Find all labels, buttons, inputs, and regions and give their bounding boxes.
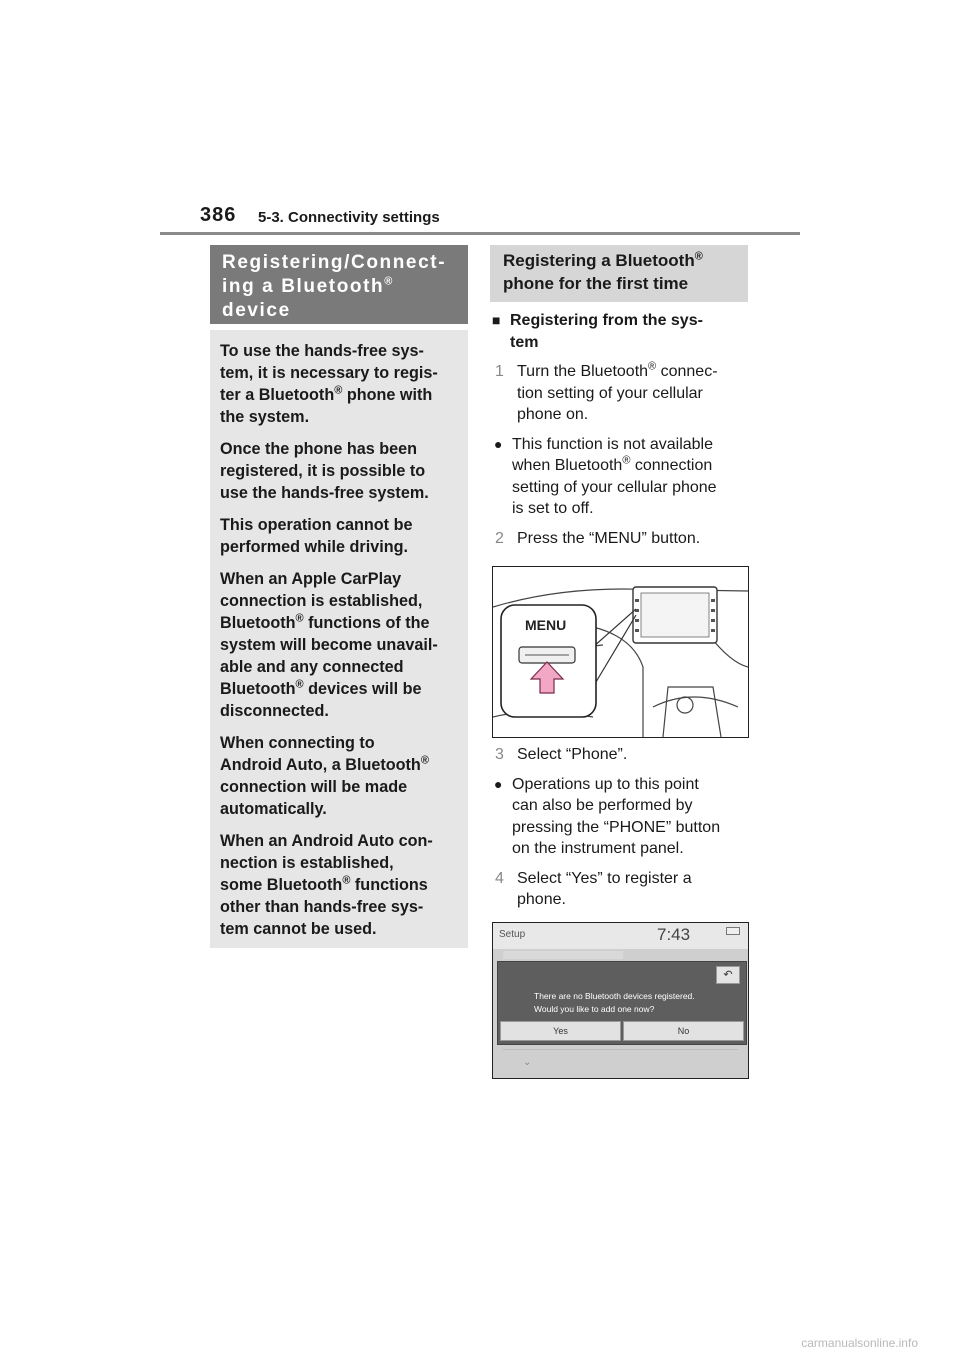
menu-label: MENU (525, 617, 567, 633)
left-section-heading: Registering/Connect- ing a Bluetooth® device (210, 245, 468, 324)
step-4: 4 Select “Yes” to register a phone. (495, 869, 692, 908)
instructions-bottom (492, 744, 750, 911)
back-icon[interactable]: ↶ (716, 966, 740, 984)
yes-button[interactable]: Yes (500, 1021, 621, 1041)
step-2: 2 Press the “MENU” button. (495, 529, 701, 547)
screen-clock: 7:43 (657, 925, 691, 944)
dashboard-illustration (492, 566, 749, 738)
note-bullet-1: ● This function is not available when Bluetooth® connection setting of your cellular phone is set to off. (494, 435, 717, 517)
info-paragraph: When connecting to Android Auto, a Bluetooth® connection will be made automatically. (220, 734, 429, 818)
info-paragraph: This operation cannot be performed while driving. (220, 516, 413, 556)
no-button[interactable]: No (623, 1021, 744, 1041)
watermark: carmanualsonline.info (801, 1336, 918, 1350)
step-3: 3 Select “Phone”. (495, 746, 628, 763)
section-title: 5-3. Connectivity settings (258, 209, 440, 226)
header-rule (160, 232, 800, 235)
screen-titlebar (493, 923, 748, 949)
status-icon (726, 927, 740, 935)
dialog-box (497, 961, 747, 1045)
step-1: 1 Turn the Bluetooth® connec- tion setting of your cellular phone on. (495, 360, 718, 423)
subheading: ■ Registering from the sys- tem (492, 312, 703, 351)
right-section-heading: Registering a Bluetooth® phone for the first time (490, 245, 748, 302)
dashboard-drawing (493, 567, 748, 737)
page-number: 386 (200, 204, 237, 226)
info-paragraph: Once the phone has been registered, it is possible to use the hands-free system. (220, 440, 429, 502)
dialog-message: There are no Bluetooth devices registered. Would you like to add one now? (534, 991, 695, 1014)
info-paragraph: When an Android Auto con- nection is established, some Bluetooth® functions other than hands-free sys- tem cannot be used. (220, 832, 433, 938)
info-paragraph: When an Apple CarPlay connection is established, Bluetooth® functions of the system will become unavail- able and any connected Bluetooth® devices will be disconnected. (220, 570, 438, 720)
left-info-box (210, 330, 468, 948)
info-paragraph: To use the hands-free sys- tem, it is necessary to regis- ter a Bluetooth® phone with the system. (220, 342, 438, 426)
note-bullet-2: ● Operations up to this point can also be performed by pressing the “PHONE” button on the instrument panel. (494, 775, 721, 857)
chevron-down-icon: ⌄ (523, 1057, 532, 1068)
screen-title: Setup (499, 929, 526, 940)
instructions-top (492, 310, 750, 549)
setup-screen-image (492, 922, 749, 1079)
